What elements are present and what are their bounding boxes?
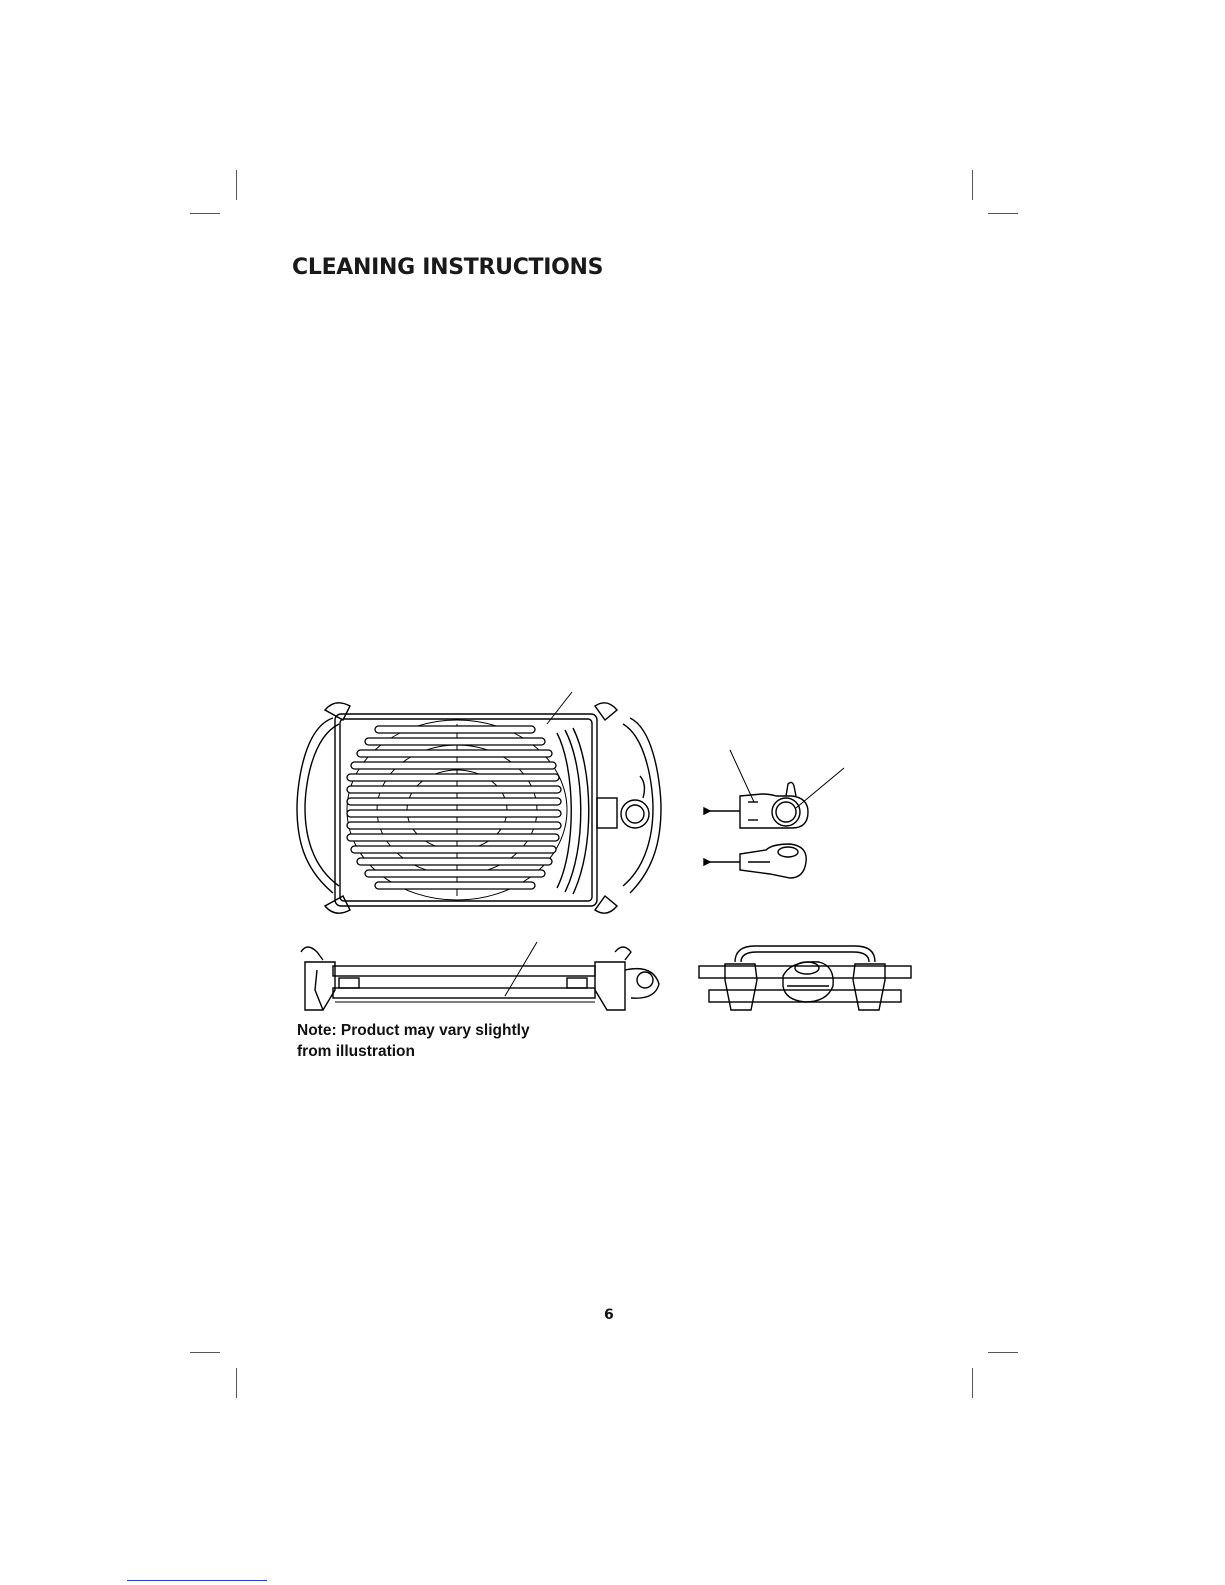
grill-end-view-figure (695, 940, 915, 1020)
crop-mark (236, 170, 237, 200)
crop-mark (236, 1368, 237, 1398)
note-line: from illustration (297, 1043, 415, 1060)
crop-mark (190, 1352, 220, 1353)
note-line: Note: Product may vary slightly (297, 1022, 530, 1039)
grill-side-view-figure (295, 940, 670, 1020)
page-number: 6 (604, 1307, 614, 1323)
crop-mark (972, 170, 973, 200)
crop-mark (972, 1368, 973, 1398)
crop-mark (190, 213, 220, 214)
page-title: CLEANING INSTRUCTIONS (292, 255, 604, 280)
probe-control-figure (700, 740, 860, 890)
crop-mark (988, 1352, 1018, 1353)
grill-top-view-figure (295, 688, 670, 928)
illustration-note (297, 1020, 557, 1062)
crop-mark (988, 213, 1018, 214)
link-underline[interactable] (127, 1578, 267, 1581)
